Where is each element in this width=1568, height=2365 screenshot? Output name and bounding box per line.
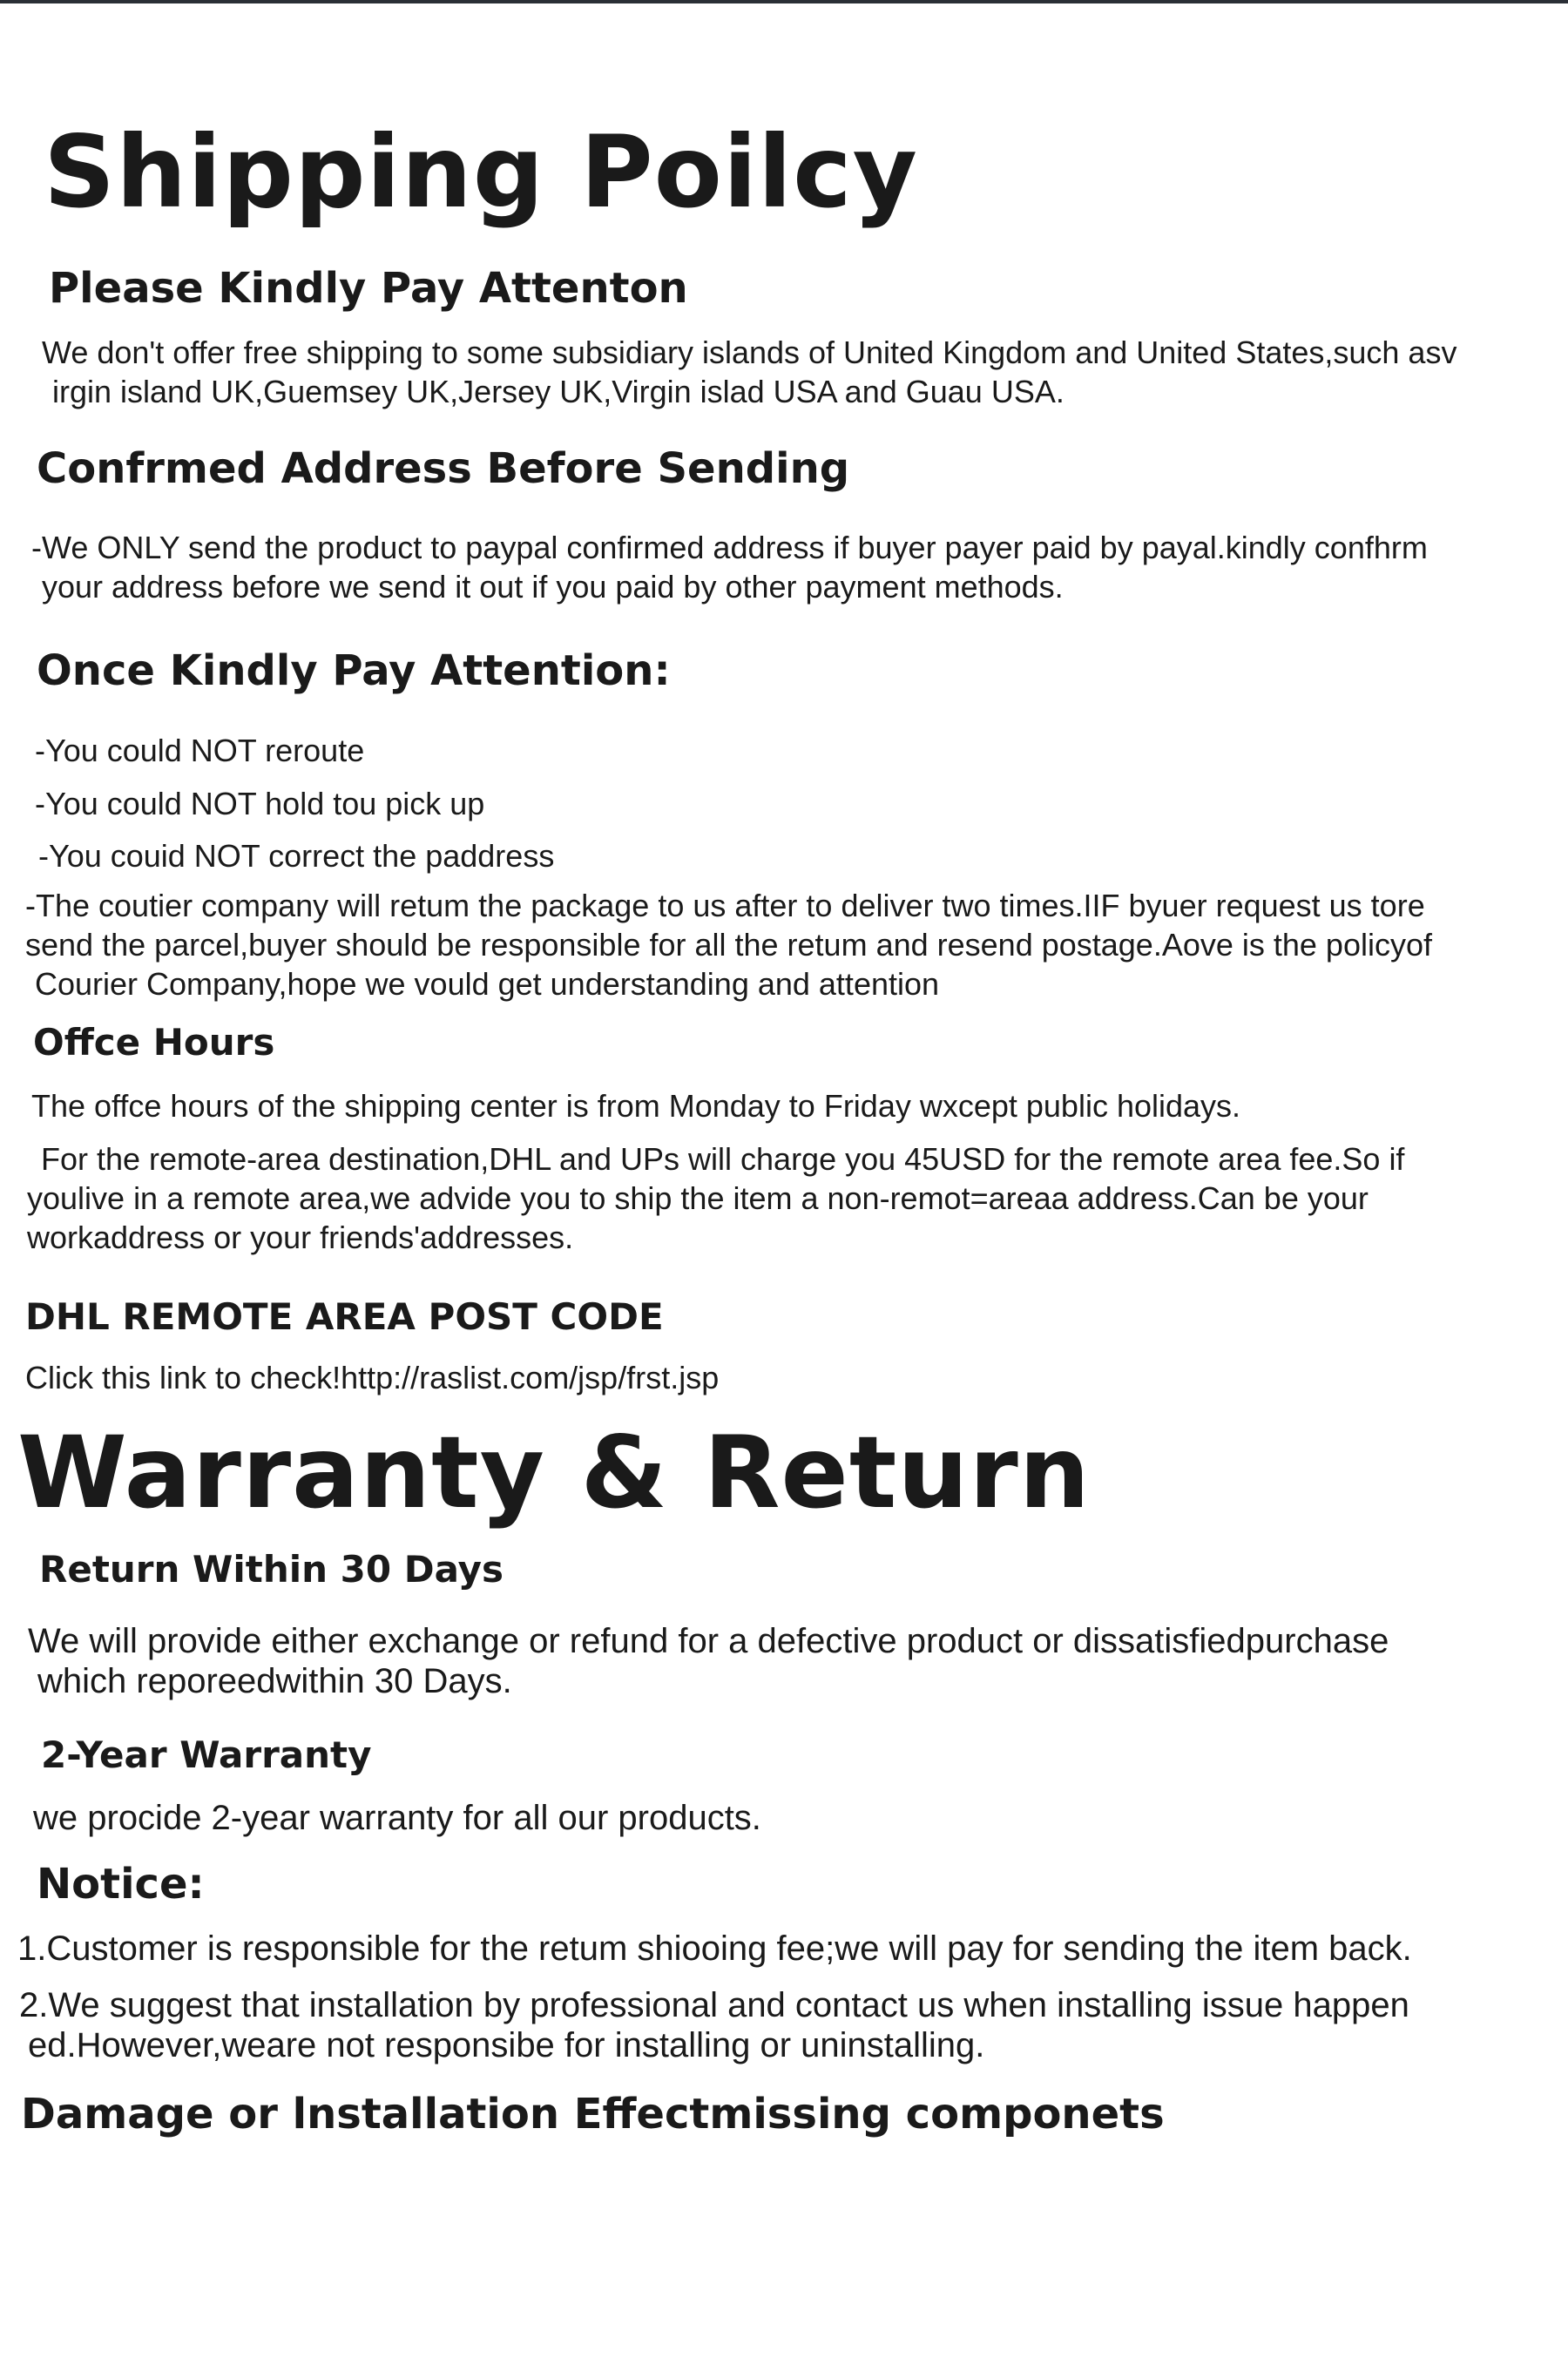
confirmed-address-text-line: -We ONLY send the product to paypal confirmed address if buyer payer paid by payal.kindly confhrm: [31, 530, 1428, 565]
notice-item: 1.Customer is responsible for the retum shiooing fee;we will pay for sending the item back.: [17, 1929, 1412, 1968]
pay-attention-text-line: irgin island UK,Guemsey UK,Jersey UK,Virgin islad USA and Guau USA.: [52, 374, 1064, 409]
confirmed-address-text-line: your address before we send it out if you paid by other payment methods.: [42, 569, 1064, 605]
office-hours-text-line: The offce hours of the shipping center is from Monday to Friday wxcept public holidays.: [31, 1088, 1241, 1124]
return-text-line: We will provide either exchange or refund for a defective product or dissatisfiedpurchase: [28, 1622, 1389, 1660]
notice-item: ed.However,weare not responsibe for installing or uninstalling.: [28, 2026, 985, 2064]
top-border: [0, 0, 1568, 3]
damage-installation-heading: Damage or lnstallation Effectmissing componets: [21, 2090, 1165, 2139]
dhl-remote-link-text: Click this link to check!http://raslist.com/jsp/frst.jsp: [25, 1360, 720, 1395]
notice-item: 2.We suggest that installation by professional and contact us when installing issue happen: [19, 1986, 1409, 2024]
office-hours-heading: Offce Hours: [33, 1021, 275, 1064]
restriction-item: -You couid NOT correct the paddress: [38, 838, 555, 874]
remote-area-text-line: For the remote-area destination,DHL and UPs will charge you 45USD for the remote area fee.So if: [41, 1141, 1405, 1177]
once-attention-heading: Once Kindly Pay Attention:: [37, 646, 671, 695]
courier-policy-text-line: send the parcel,buyer should be responsible for all the retum and resend postage.Aove is the policyof: [25, 927, 1432, 963]
remote-area-text-line: youlive in a remote area,we advide you to ship the item a non-remot=areaa address.Can be your: [27, 1180, 1369, 1216]
two-year-warranty-heading: 2-Year Warranty: [41, 1733, 372, 1776]
confirmed-address-heading: Confrmed Address Before Sending: [37, 444, 850, 493]
pay-attention-heading: Please Kindly Pay Attenton: [49, 264, 688, 313]
notice-heading: Notice:: [37, 1860, 205, 1909]
warranty-return-title: Warranty & Return: [17, 1415, 1091, 1530]
remote-area-text-line: workaddress or your friends'addresses.: [27, 1220, 574, 1255]
warranty-text-line: we procide 2-year warranty for all our products.: [33, 1799, 761, 1837]
shipping-policy-title: Shipping Poilcy: [44, 114, 918, 230]
courier-policy-text-line: -The coutier company will retum the package to us after to deliver two times.IIF byuer request us tore: [25, 888, 1425, 923]
return-text-line: which reporeedwithin 30 Days.: [37, 1662, 512, 1700]
pay-attention-text-line: We don't offer free shipping to some subsidiary islands of United Kingdom and United States,such asv: [42, 334, 1457, 370]
restriction-item: -You could NOT reroute: [35, 733, 365, 768]
courier-policy-text-line: Courier Company,hope we vould get understanding and attention: [35, 966, 940, 1002]
dhl-remote-heading: DHL REMOTE AREA POST CODE: [25, 1295, 664, 1338]
restriction-item: -You could NOT hold tou pick up: [35, 786, 485, 821]
return-30-days-heading: Return Within 30 Days: [39, 1548, 504, 1591]
